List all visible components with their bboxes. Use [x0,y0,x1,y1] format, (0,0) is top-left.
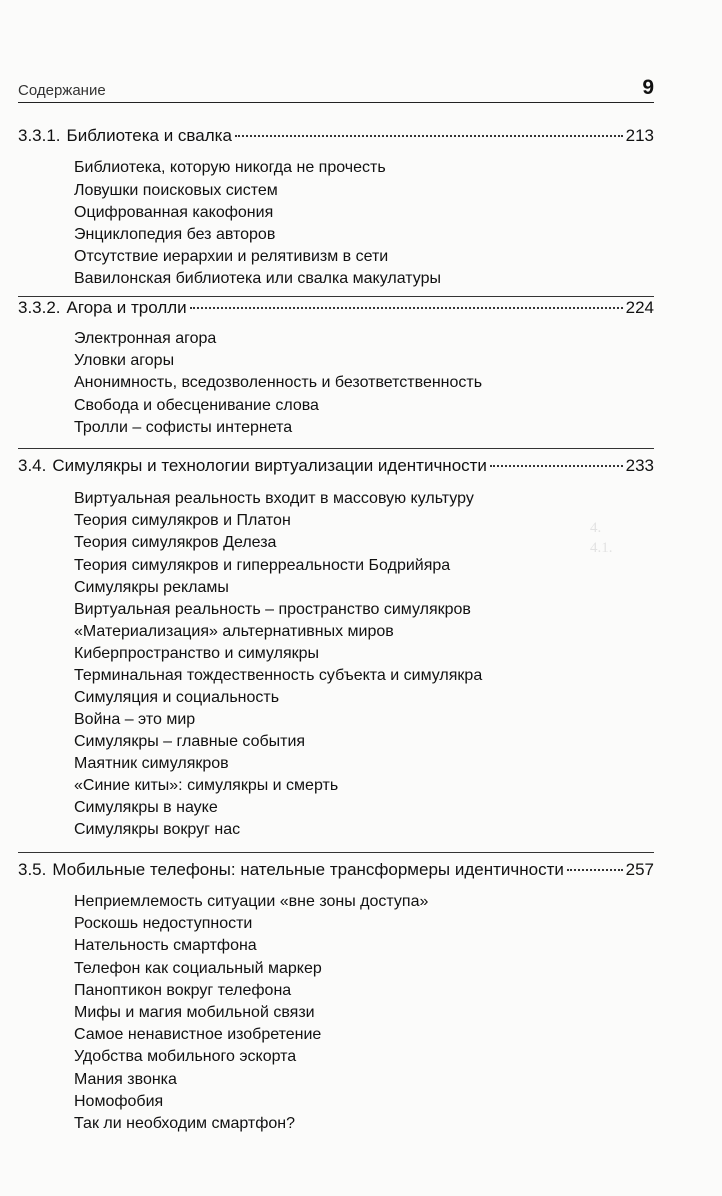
section-divider [18,852,654,853]
toc-subitem[interactable]: Война – это мир [74,711,196,728]
section-title: Библиотека и свалка [66,126,232,145]
toc-subitem[interactable]: Симуляция и социальность [74,689,280,706]
toc-entry[interactable] [18,860,654,884]
page-number: 9 [642,76,654,99]
toc-subitem[interactable]: Неприемлемость ситуации «вне зоны доступа» [74,893,429,910]
toc-subitem[interactable]: Номофобия [74,1093,164,1110]
toc-subitem[interactable]: Мифы и магия мобильной связи [74,1004,315,1021]
section-number: 3.3.2. [18,298,61,317]
toc-subitem[interactable]: Мания звонка [74,1071,177,1088]
bleed-through-text: 4. [590,520,602,536]
dot-leader [235,135,623,137]
toc-subitem[interactable]: Свобода и обесценивание слова [74,397,319,414]
toc-subitem[interactable]: Виртуальная реальность входит в массовую культуру [74,490,474,507]
toc-subitem[interactable]: «Синие киты»: симулякры и смерть [74,777,339,794]
section-number: 3.3.1. [18,126,61,145]
section-page: 224 [625,298,654,317]
toc-subitem[interactable]: Электронная агора [74,330,217,347]
toc-subitem[interactable]: Нательность смартфона [74,937,257,954]
toc-subitem[interactable]: Теория симулякров Делеза [74,534,277,551]
toc-subitem[interactable]: Симулякры вокруг нас [74,821,241,838]
section-divider [18,448,654,449]
dot-leader [567,869,623,871]
toc-subitem[interactable]: Отсутствие иерархии и релятивизм в сети [74,248,389,265]
toc-subitem[interactable]: Симулякры в науке [74,799,218,816]
toc-subitem[interactable]: Теория симулякров и гиперреальности Бодрийяра [74,557,451,574]
toc-subitem[interactable]: Энциклопедия без авторов [74,226,276,243]
toc-subitem[interactable]: Маятник симулякров [74,755,229,772]
section-number: 3.5. [18,860,47,879]
toc-entry[interactable] [18,456,654,480]
toc-subitem[interactable]: Паноптикон вокруг телефона [74,982,292,999]
toc-subitem[interactable]: Так ли необходим смартфон? [74,1115,296,1132]
section-page: 233 [625,456,654,475]
section-title: Мобильные телефоны: нательные трансформеры идентичности [52,860,564,879]
toc-entry[interactable] [18,126,654,150]
toc-entry[interactable] [18,298,654,322]
toc-subitem[interactable]: Вавилонская библиотека или свалка макулатуры [74,270,441,287]
dot-leader [190,307,623,309]
toc-subitem[interactable]: Библиотека, которую никогда не прочесть [74,159,386,176]
toc-subitem[interactable]: Ловушки поисковых систем [74,182,278,199]
bleed-through-text: 4.1. [590,540,613,556]
toc-subitem[interactable]: Теория симулякров и Платон [74,512,291,529]
section-page: 213 [625,126,654,145]
section-divider [18,296,654,297]
running-title: Содержание [18,82,106,99]
toc-subitem[interactable]: Телефон как социальный маркер [74,960,322,977]
toc-subitem[interactable]: Киберпространство и симулякры [74,645,319,662]
toc-subitem[interactable]: Виртуальная реальность – пространство симулякров [74,601,471,618]
section-title: Симулякры и технологии виртуализации идентичности [52,456,487,475]
page-header [18,76,654,103]
toc-subitem[interactable]: Терминальная тождественность субъекта и симулякра [74,667,483,684]
toc-subitem[interactable]: Удобства мобильного эскорта [74,1048,297,1065]
toc-subitem[interactable]: Уловки агоры [74,352,175,369]
toc-subitem[interactable]: Симулякры – главные события [74,733,306,750]
toc-subitem[interactable]: Оцифрованная какофония [74,204,274,221]
toc-subitem[interactable]: Анонимность, вседозволенность и безответственность [74,374,483,391]
section-number: 3.4. [18,456,47,475]
toc-subitem[interactable]: Симулякры рекламы [74,579,229,596]
toc-subitem[interactable]: «Материализация» альтернативных миров [74,623,394,640]
toc-subitem[interactable]: Тролли – софисты интернета [74,419,293,436]
section-page: 257 [625,860,654,879]
toc-subitem[interactable]: Роскошь недоступности [74,915,253,932]
toc-subitem[interactable]: Самое ненавистное изобретение [74,1026,322,1043]
dot-leader [490,465,623,467]
section-title: Агора и тролли [66,298,187,317]
